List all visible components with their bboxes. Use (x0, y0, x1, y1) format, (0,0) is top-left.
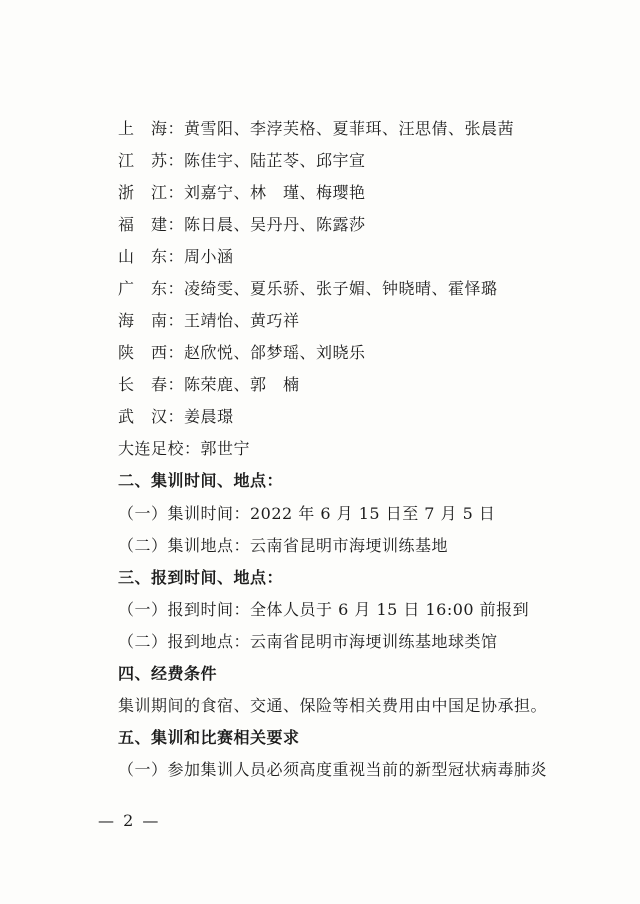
region-label: 陕 西 (118, 343, 168, 362)
body-paragraph: （一）参加集训人员必须高度重视当前的新型冠状病毒肺炎 (118, 760, 548, 779)
region-label: 长 春 (118, 375, 168, 394)
section-item: （二）报到地点：云南省昆明市海埂训练基地球类馆 (118, 632, 498, 651)
roster-line: 山 东：周小涵 (118, 247, 234, 266)
region-label: 山 东 (118, 247, 168, 266)
section-item: （二）集训地点：云南省昆明市海埂训练基地 (118, 536, 449, 555)
section-heading: 五、集训和比赛相关要求 (118, 728, 300, 747)
roster-line: 浙 江：刘嘉宁、林 瑾、梅璎艳 (118, 183, 366, 202)
section-item: （一）集训时间：2022 年 6 月 15 日至 7 月 5 日 (118, 504, 496, 523)
player-names: 王靖怡、黄巧祥 (184, 311, 300, 330)
region-label: 大连足校 (118, 439, 185, 458)
roster-line: 广 东：凌绮雯、夏乐骄、张子媚、钟晓晴、霍怿璐 (118, 279, 498, 298)
roster-line: 福 建：陈日晨、吴丹丹、陈露莎 (118, 215, 366, 234)
player-names: 郭世宁 (200, 439, 251, 458)
roster-line: 海 南：王靖怡、黄巧祥 (118, 311, 300, 330)
region-label: 广 东 (118, 279, 168, 298)
region-label: 海 南 (118, 311, 168, 330)
region-label: 武 汉 (118, 407, 168, 426)
player-names: 陈佳宇、陆芷苓、邱宇宣 (184, 151, 366, 170)
section-item: （一）报到时间：全体人员于 6 月 15 日 16:00 前报到 (118, 600, 530, 619)
roster-line: 武 汉：姜晨璟 (118, 407, 234, 426)
section-heading: 三、报到时间、地点： (118, 568, 284, 587)
player-names: 刘嘉宁、林 瑾、梅璎艳 (184, 183, 366, 202)
player-names: 周小涵 (184, 247, 234, 266)
body-paragraph: 集训期间的食宿、交通、保险等相关费用由中国足协承担。 (118, 696, 548, 715)
player-names: 赵欣悦、郃梦瑶、刘晓乐 (184, 343, 366, 362)
roster-line: 江 苏：陈佳宇、陆芷苓、邱宇宣 (118, 151, 366, 170)
region-label: 福 建 (118, 215, 168, 234)
roster-line: 上 海：黄雪阳、李浡芙格、夏菲珥、汪思倩、张晨茜 (118, 119, 515, 138)
section-heading: 四、经费条件 (118, 664, 218, 683)
player-names: 黄雪阳、李浡芙格、夏菲珥、汪思倩、张晨茜 (184, 119, 515, 138)
roster-line: 陕 西：赵欣悦、郃梦瑶、刘晓乐 (118, 343, 366, 362)
player-names: 凌绮雯、夏乐骄、张子媚、钟晓晴、霍怿璐 (184, 279, 498, 298)
region-label: 江 苏 (118, 151, 168, 170)
player-names: 陈荣鹿、郭 楠 (184, 375, 300, 394)
page-number: — 2 — (98, 811, 161, 830)
player-names: 姜晨璟 (184, 407, 234, 426)
player-names: 陈日晨、吴丹丹、陈露莎 (184, 215, 366, 234)
roster-line: 长 春：陈荣鹿、郭 楠 (118, 375, 300, 394)
roster-line: 大连足校：郭世宁 (118, 439, 251, 458)
region-label: 上 海 (118, 119, 168, 138)
section-heading: 二、集训时间、地点： (118, 471, 284, 490)
region-label: 浙 江 (118, 183, 168, 202)
